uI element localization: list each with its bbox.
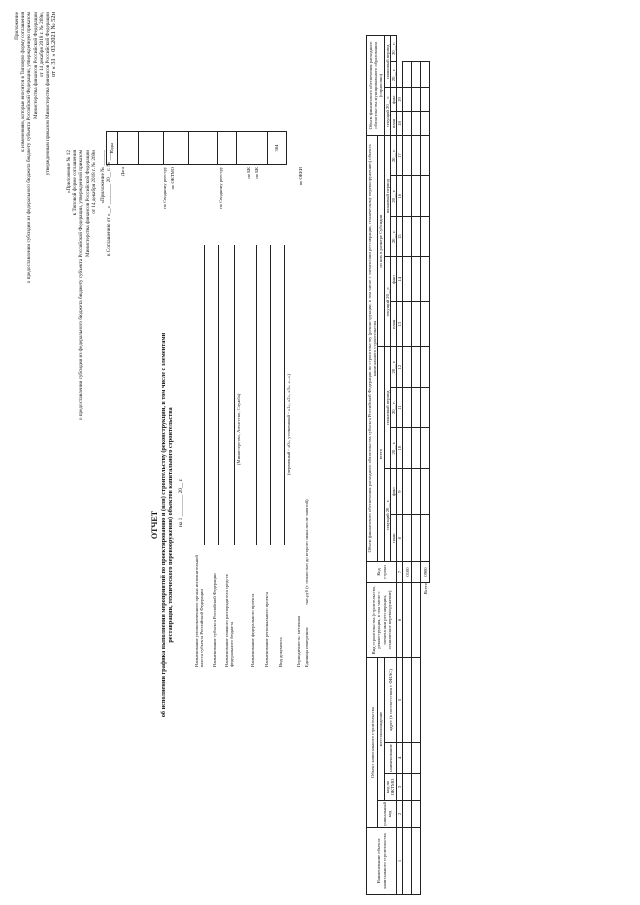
appendix12-block	[66, 150, 112, 630]
ministry-hint: (Министерство, Агентство, Служба)	[236, 393, 241, 465]
title-word: ОТЧЕТ	[150, 510, 159, 540]
gr-underline	[234, 245, 235, 545]
appendix-line: о предоставлении субсидии из федерального бюджета бюджету субъекта Российской Федерации, утвержденной приказом	[78, 150, 85, 421]
cell	[412, 176, 421, 217]
th-unique-code: уникальный код	[378, 801, 397, 828]
cell	[403, 62, 412, 88]
authority-underline	[204, 245, 205, 545]
label-subject: Наименование субъекта Российской Федерации	[212, 573, 217, 667]
approval-line: утвержденным приказом Министерства финансов Российской Федерации	[45, 12, 52, 176]
col-number: 5	[397, 658, 403, 743]
cell	[412, 828, 421, 895]
label-gr: Наименование главного распорядителя средств федерального бюджета	[224, 574, 235, 667]
col-number: 15	[397, 216, 403, 257]
cell	[403, 347, 412, 388]
col-number: 9	[397, 468, 403, 514]
code-label-bk2: по БК	[254, 167, 259, 179]
th-plan: план	[390, 515, 396, 562]
appendix-blank: «Приложение № ______	[100, 150, 107, 204]
cell	[403, 828, 412, 895]
cell	[421, 62, 430, 88]
col-number: 17	[397, 135, 403, 176]
th-plan: план	[390, 112, 396, 136]
cell	[421, 176, 430, 217]
cell	[421, 302, 430, 347]
th-year: 20__ г.	[390, 62, 396, 88]
col-number: 8	[397, 515, 403, 562]
col-number: 11	[397, 387, 403, 428]
cell	[421, 515, 430, 562]
th-fact: факт	[390, 468, 396, 514]
cell	[421, 135, 430, 176]
th-line-code: Код строки	[367, 562, 397, 583]
col-number: 2	[397, 801, 403, 828]
report-table	[366, 35, 430, 895]
th-subsidy: из них в размере Субсидии	[378, 135, 384, 346]
cell	[412, 428, 421, 469]
cell	[403, 468, 412, 514]
th-current-year-mun: текущий 20__ г.	[384, 88, 390, 136]
th-fed-group: Объем финансового обеспечения расходного обязательства субъекта Российской Федерации по строительству (реконструкции, в том числе с элементами реставрации, техническому перевооружению) объекта капитального строительства	[367, 135, 378, 561]
th-name: наименование	[384, 743, 396, 774]
col-number: 13	[397, 302, 403, 347]
th-year: 20__ г.	[390, 347, 396, 388]
cell	[412, 801, 421, 828]
cell	[403, 257, 412, 302]
approval-line: от 14 декабря 2018 г. № 269н,	[38, 12, 45, 78]
col-number: 4	[397, 743, 403, 774]
cell	[403, 428, 412, 469]
total-code: 0900	[421, 562, 430, 583]
label-doc-kind: Вид документа	[278, 637, 283, 667]
cell	[412, 562, 421, 583]
cell	[403, 515, 412, 562]
code-cell-bk2	[237, 132, 268, 165]
cell	[412, 302, 421, 347]
cell	[412, 515, 421, 562]
approval-line: к изменениям, которые вносятся в Типовую форму соглашения	[20, 12, 27, 152]
cell	[412, 658, 421, 743]
approval-date: от « 31 » 03.2021 № 52н	[50, 12, 58, 77]
cell	[403, 801, 412, 828]
th-object-name: Наименование объекта капитального строительства	[367, 828, 397, 895]
th-total: всего	[378, 347, 384, 562]
cell	[412, 62, 421, 88]
total-label: Всего	[421, 583, 430, 895]
title-line: об исполнении графика выполнения мероприятий по проектированию и (или) строительству (реконструкции, в том числе с элементами	[160, 332, 167, 718]
th-year: 20__ г.	[390, 135, 396, 176]
total-row	[421, 36, 430, 895]
cell	[412, 468, 421, 514]
doc-kind-hint: (первичный - «0», уточненный - «1», «2», «3», «...»)	[286, 374, 291, 475]
cell	[403, 583, 412, 658]
code-label-registry: по Сводному реестру	[162, 167, 167, 209]
cell	[412, 257, 421, 302]
code-label-okei: по ОКЕИ	[298, 167, 303, 186]
label-authority: Наименование уполномоченного органа исполнительной власти субъекта Российской Федерации	[194, 555, 205, 667]
cell	[421, 257, 430, 302]
col-number: 6	[397, 583, 403, 658]
report-title	[150, 245, 174, 805]
th-fact: факт	[390, 88, 396, 112]
col-number: 7	[397, 562, 403, 583]
agreement-blank: к Соглашению от «__» ________ 20__ г. № ____	[106, 150, 113, 256]
th-planned-mun: плановый период	[384, 36, 390, 88]
code-label-registry2: по Сводному реестру	[218, 167, 223, 209]
cell	[403, 658, 412, 743]
label-fed-project: Наименование федерального проекта	[250, 593, 255, 667]
col-number: 12	[397, 347, 403, 388]
col-number: 10	[397, 428, 403, 469]
code-label-oktmo: по ОКТМО	[170, 167, 175, 190]
cell	[421, 468, 430, 514]
col-number: 14	[397, 257, 403, 302]
cell	[421, 216, 430, 257]
code-cell-date	[118, 132, 139, 165]
cell	[403, 112, 412, 136]
th-oktmo: код по ОКТМО	[384, 774, 396, 801]
col-number: 19	[397, 88, 403, 112]
th-year: 20__ г.	[390, 36, 396, 62]
subject-underline	[218, 245, 219, 545]
th-kind: Вид строительства (строительство, реконструкция, в том числе с элементами реставрации, техническое перевооружение)	[367, 583, 397, 658]
fed-project-underline	[256, 245, 257, 545]
cell	[412, 216, 421, 257]
th-year: 20__ г.	[390, 216, 396, 257]
table-row	[403, 36, 412, 895]
cell	[412, 347, 421, 388]
cell	[403, 135, 412, 176]
cell	[412, 112, 421, 136]
code-cell-bk	[218, 132, 237, 165]
th-plan: план	[390, 302, 396, 347]
th-current-year: текущий 20__ г.	[384, 468, 390, 561]
col-number: 18	[397, 112, 403, 136]
unit-value: тыс.руб (с точностью до второго знака после запятой)	[304, 499, 309, 605]
cell	[421, 112, 430, 136]
appendix-line: к Типовой форме соглашения	[72, 150, 79, 216]
appendix-line: от 14 декабря 2018 г. № 269н	[90, 150, 97, 214]
th-object-group: Объект капитального строительства	[367, 658, 378, 828]
codes-header: Коды	[107, 132, 118, 165]
th-fact: факт	[390, 257, 396, 302]
th-year: 20__ г.	[390, 176, 396, 217]
cell	[421, 387, 430, 428]
table-row	[412, 36, 421, 895]
code-label-date: Дата	[120, 167, 125, 177]
cell	[412, 387, 421, 428]
code-cell-oktmo	[164, 132, 189, 165]
label-reg-project: Наименование регионального проекта	[264, 591, 269, 667]
approval-block	[14, 12, 57, 532]
cell	[421, 428, 430, 469]
th-planned-sub: плановый период	[384, 135, 390, 257]
label-unit: Единица измерения:	[304, 627, 309, 667]
cell	[412, 583, 421, 658]
col-number: 16	[397, 176, 403, 217]
row-code: 0100	[403, 562, 412, 583]
cell	[412, 88, 421, 112]
appendix-line: Министерства финансов Российской Федерации	[84, 150, 91, 257]
cell	[412, 135, 421, 176]
th-year: 20__ г.	[390, 387, 396, 428]
code-label-bk: по БК	[246, 167, 251, 179]
cell	[412, 774, 421, 801]
approval-line: о предоставлении субсидии из федерального бюджета бюджету субъекта Российской Федерации, утвержденную приказом	[26, 12, 33, 284]
cell	[403, 176, 412, 217]
th-year: 20__ г.	[390, 428, 396, 469]
cell	[403, 302, 412, 347]
th-current-year-sub: текущий 20__г.	[384, 257, 390, 347]
col-number: 3	[397, 774, 403, 801]
col-number: 1	[397, 828, 403, 895]
approval-line: Министерства финансов Российской Федерации	[32, 12, 39, 119]
cell	[403, 387, 412, 428]
th-location: местонахождение	[378, 658, 384, 801]
code-cell-registry2	[189, 132, 218, 165]
label-periodicity: Периодичность: месячная	[296, 616, 301, 667]
cell	[412, 743, 421, 774]
appendix-line: «Приложение № 12	[66, 150, 72, 194]
codes-table	[106, 131, 287, 165]
cell	[421, 347, 430, 388]
th-planned: плановый период	[384, 347, 390, 469]
report-date: на 1 ________ 20__ г.	[178, 478, 184, 527]
cell	[403, 88, 412, 112]
code-cell-okei: 384	[268, 132, 287, 165]
th-mun-group: Объем финансового обеспечения расходного обязательства муниципального образования (справочно)	[367, 36, 385, 136]
doc-kind-underline	[284, 245, 285, 545]
code-cell-registry	[139, 132, 164, 165]
title-line: реставрации, технического перевооружения) объектов капитального строительства	[167, 407, 175, 643]
cell	[403, 216, 412, 257]
reg-project-underline	[270, 245, 271, 545]
cell	[403, 774, 412, 801]
approval-line: Приложение	[14, 12, 20, 40]
cell	[421, 88, 430, 112]
th-address: адрес (в соответствии с ФИАС)	[384, 658, 396, 743]
cell	[403, 743, 412, 774]
